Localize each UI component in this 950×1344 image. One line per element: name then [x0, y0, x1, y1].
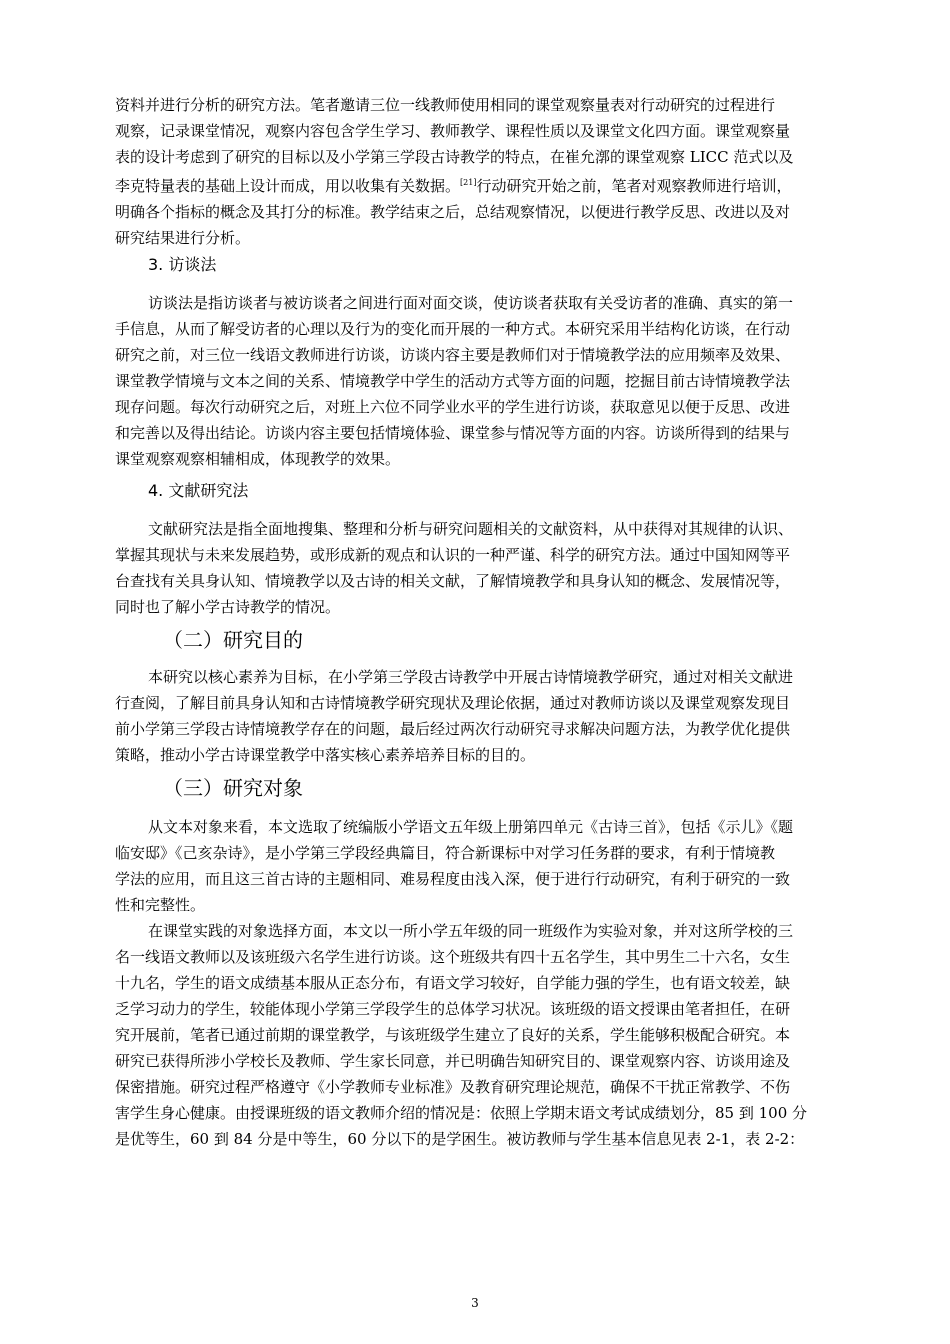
text-line: 乏学习动力的学生，较能体现小学第三学段学生的总体学习状况。该班级的语文授课由笔者担任，在研 — [115, 1000, 791, 1018]
text-line: 课堂教学情境与文本之间的关系、情境教学中学生的活动方式等方面的问题，挖掘目前古诗情境教学法 — [115, 372, 791, 390]
paragraph-interview-method — [115, 290, 860, 472]
text-line: 研究之前，对三位一线语文教师进行访谈，访谈内容主要是教师们对于情境教学法的应用频率及效果、 — [115, 346, 791, 364]
text-line: 名一线语文教师以及该班级六名学生进行访谈。这个班级共有四十五名学生，其中男生二十六名，女生 — [115, 948, 791, 966]
text-line: 研究已获得所涉小学校长及教师、学生家长同意，并已明确告知研究目的、课堂观察内容、访谈用途及 — [115, 1052, 791, 1070]
text-line-with-citation — [115, 170, 860, 199]
text-line: 手信息，从而了解受访者的心理以及行为的变化而开展的一种方式。本研究采用半结构化访谈，在行动 — [115, 320, 791, 338]
text-line: 前小学第三学段古诗情境教学存在的问题，最后经过两次行动研究寻求解决问题方法，为教学优化提供 — [115, 720, 791, 738]
section-heading-purpose: （二）研究目的 — [163, 628, 303, 652]
text-line: 保密措施。研究过程严格遵守《小学教师专业标准》及教育研究理论规范，确保不干扰正常教学、不伤 — [115, 1078, 791, 1096]
text-line: 从文本对象来看，本文选取了统编版小学语文五年级上册第四单元《古诗三首》，包括《示儿》《题 — [148, 818, 794, 836]
text-line: 明确各个指标的概念及其打分的标准。教学结束之后，总结观察情况，以便进行教学反思、改进以及对 — [115, 203, 791, 221]
text-line: 访谈法是指访谈者与被访谈者之间进行面对面交谈，使访谈者获取有关受访者的准确、真实的第一 — [148, 294, 794, 312]
section-heading-object: （三）研究对象 — [163, 776, 303, 800]
paragraph-practice-object — [115, 918, 860, 1152]
text-line: 文献研究法是指全面地搜集、整理和分析与研究问题相关的文献资料，从中获得对其规律的认识、 — [148, 520, 794, 538]
text-line: 性和完整性。 — [115, 896, 206, 914]
section-heading-literature: 4. 文献研究法 — [148, 481, 249, 500]
text-line: 在课堂实践的对象选择方面，本文以一所小学五年级的同一班级作为实验对象，并对这所学校的三 — [148, 922, 794, 940]
text-line: 究开展前，笔者已通过前期的课堂教学，与该班级学生建立了良好的关系，学生能够积极配合研究。本 — [115, 1026, 791, 1044]
paragraph-text-object — [115, 814, 860, 918]
text-line: 学法的应用，而且这三首古诗的主题相同、难易程度由浅入深，便于进行行动研究，有利于研究的一致 — [115, 870, 791, 888]
text-line: 台查找有关具身认知、情境教学以及古诗的相关文献，了解情境教学和具身认知的概念、发展情况等， — [115, 572, 791, 590]
page-number: 3 — [471, 1296, 479, 1310]
text-line: 十九名，学生的语文成绩基本服从正态分布，有语文学习较好，自学能力强的学生，也有语文较差，缺 — [115, 974, 791, 992]
text-line: 策略，推动小学古诗课堂教学中落实核心素养培养目标的目的。 — [115, 746, 536, 764]
text-line: 研究结果进行分析。 — [115, 229, 251, 247]
text-line: 临安邸》《己亥杂诗》，是小学第三学段经典篇目，符合新课标中对学习任务群的要求，有利于情境教 — [115, 844, 776, 862]
text-line: 现存问题。每次行动研究之后，对班上六位不同学业水平的学生进行访谈，获取意见以便于反思、改进 — [115, 398, 791, 416]
paragraph-observation-method — [115, 92, 860, 251]
text-line: 和完善以及得出结论。访谈内容主要包括情境体验、课堂参与情况等方面的内容。访谈所得到的结果与 — [115, 424, 791, 442]
text-line: 观察，记录课堂情况，观察内容包含学生学习、教师教学、课程性质以及课堂文化四方面。课堂观察量 — [115, 122, 791, 140]
paragraph-research-purpose — [115, 664, 860, 768]
text-line: 行查阅，了解目前具身认知和古诗情境教学研究现状及理论依据，通过对教师访谈以及课堂观察发现目 — [115, 694, 791, 712]
text-line: 掌握其现状与未来发展趋势，或形成新的观点和认识的一种严谨、科学的研究方法。通过中国知网等平 — [115, 546, 791, 564]
text-line: 害学生身心健康。由授课班级的语文教师介绍的情况是：依照上学期末语文考试成绩划分，85 到 100 分 — [115, 1104, 808, 1122]
text-segment: 行动研究开始之前，笔者对观察教师进行培训， — [476, 177, 792, 195]
text-line: 本研究以核心素养为目标，在小学第三学段古诗教学中开展古诗情境教学研究，通过对相关文献进 — [148, 668, 794, 686]
paragraph-literature-method — [115, 516, 860, 620]
text-line: 同时也了解小学古诗教学的情况。 — [115, 598, 341, 616]
text-line: 是优等生，60 到 84 分是中等生，60 分以下的是学困生。被访教师与学生基本信息见表 2-1，表 2-2： — [115, 1130, 805, 1148]
text-line: 表的设计考虑到了研究的目标以及小学第三学段古诗教学的特点，在崔允漷的课堂观察 LICC 范式以及 — [115, 148, 794, 166]
text-segment: 李克特量表的基础上设计而成，用以收集有关数据。 — [115, 177, 461, 195]
section-heading-interview: 3. 访谈法 — [148, 255, 217, 274]
text-line: 资料并进行分析的研究方法。笔者邀请三位一线教师使用相同的课堂观察量表对行动研究的过程进行 — [115, 96, 776, 114]
text-line: 课堂观察观察相辅相成，体现教学的效果。 — [115, 450, 401, 468]
citation-marker: [21] — [460, 178, 477, 187]
